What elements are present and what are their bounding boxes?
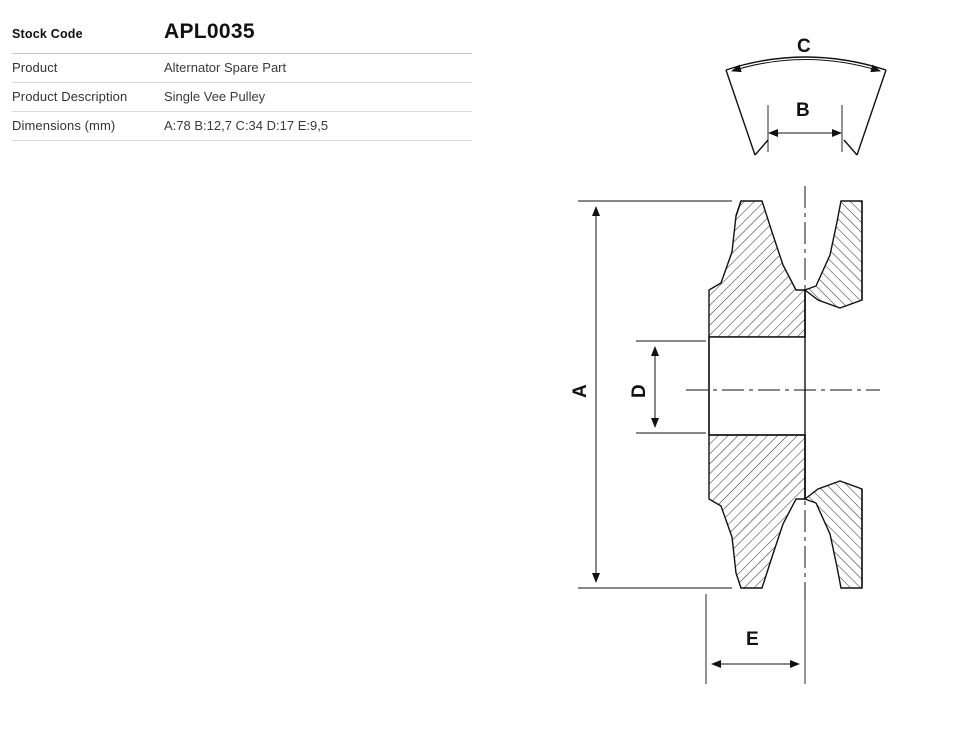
table-row — [12, 112, 472, 141]
dimension-label-d: D — [629, 384, 650, 398]
stock-code-label: Stock Code — [12, 27, 83, 41]
product-spec-table — [12, 14, 472, 141]
table-row — [12, 83, 472, 112]
table-row — [12, 14, 472, 54]
product-label: Product — [12, 60, 58, 75]
technical-drawing — [500, 0, 970, 729]
dimension-c — [732, 60, 880, 72]
dimensions-label: Dimensions (mm) — [12, 118, 116, 133]
dimension-label-a: A — [570, 384, 591, 398]
table-row — [12, 54, 472, 83]
product-description-label: Product Description — [12, 89, 128, 104]
dimensions-value: A:78 B:12,7 C:34 D:17 E:9,5 — [164, 118, 329, 133]
product-description-value: Single Vee Pulley — [164, 89, 266, 104]
stock-code-value: APL0035 — [164, 20, 255, 43]
pulley-body-section — [709, 201, 862, 588]
dimension-label-c: C — [797, 36, 811, 57]
product-value: Alternator Spare Part — [164, 60, 287, 75]
pulley-cross-section-svg — [500, 0, 970, 729]
dimension-label-e: E — [746, 629, 759, 650]
dimension-label-b: B — [796, 100, 810, 121]
